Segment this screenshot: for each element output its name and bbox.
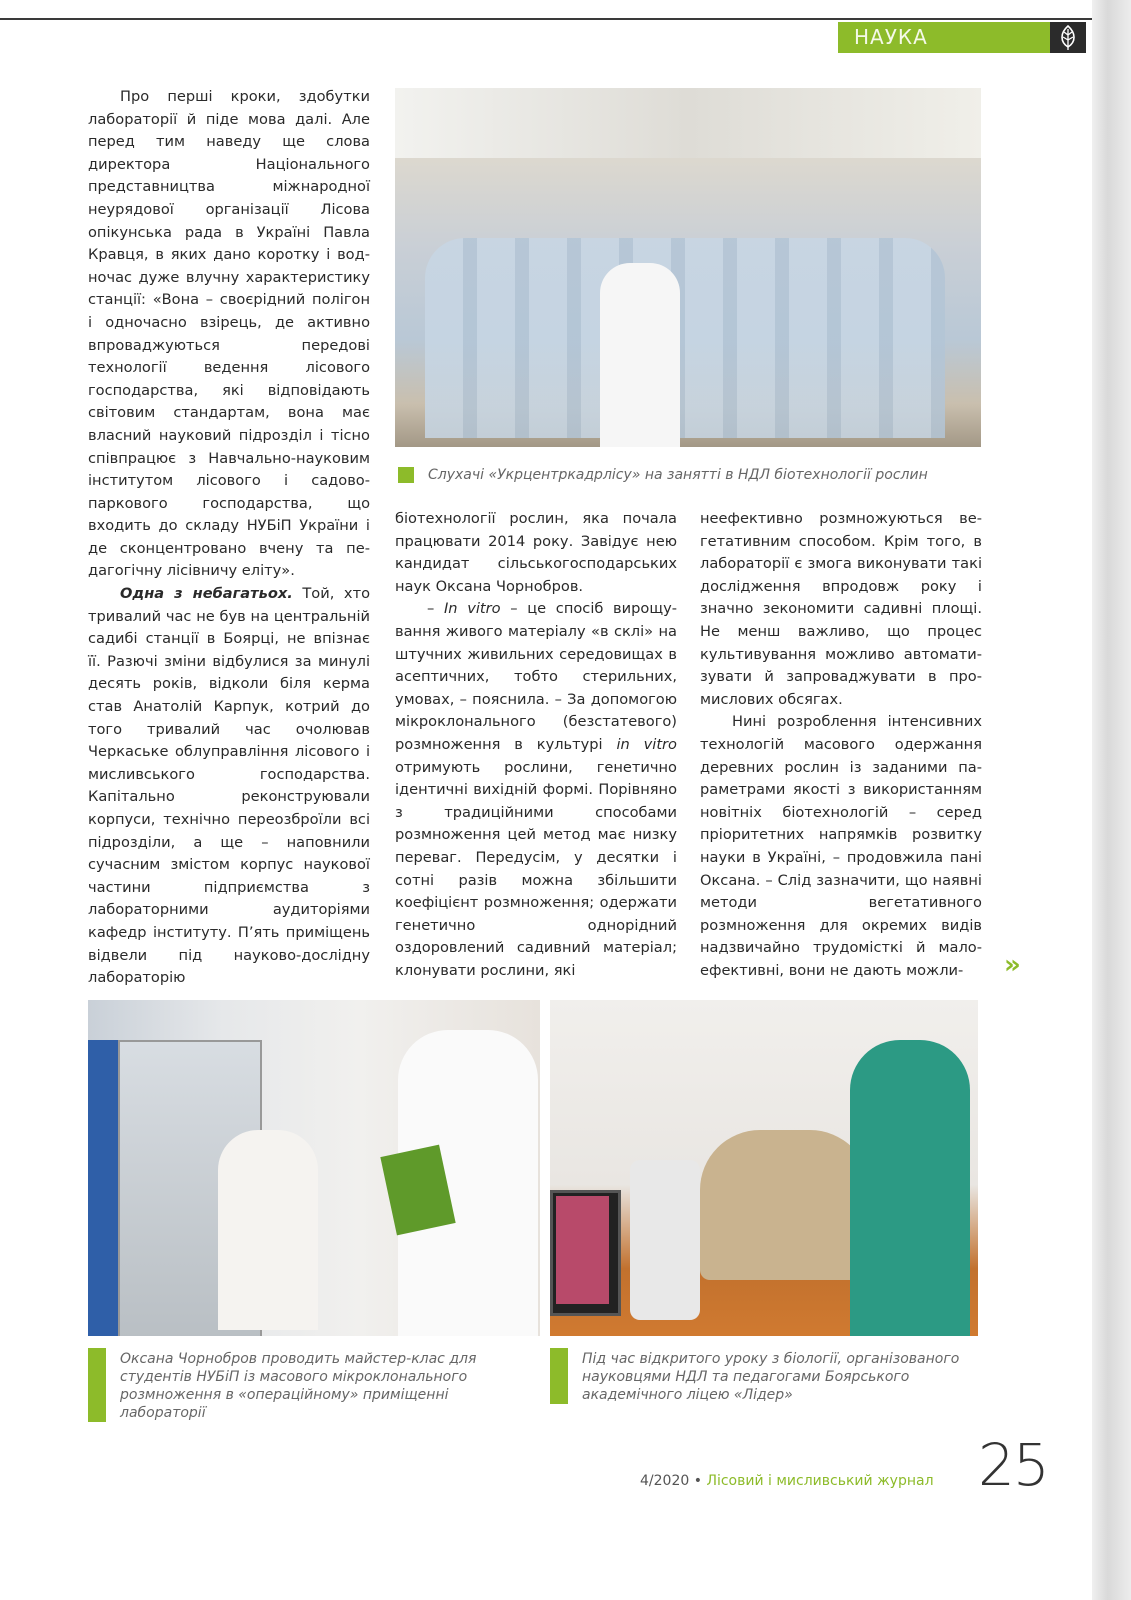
- page-number: 25: [978, 1431, 1048, 1499]
- photo-laminar-hood: [88, 1000, 540, 1336]
- italic-term: in vitro: [616, 735, 677, 753]
- paragraph: Про перші кроки, здобутки лабораторії й піде мова далі. Але перед тим наведу ще слова директора Національного представництва міжнародної неурядової організації Лісова опікунська рада в Україні Павла Кравця, в яких дано коротку і водночас дуже влучну характеристику станції: «Вона – своєрідний полігон і одночасно взірець, де активно впроваджуються передові технології ведення лісового господарства, які відповідають світовим стандартам, вона має власний науковий підрозділ і тісно співпрацює з Навчально-науковим інститутом лісового і садово-паркового господарства, що входить до складу НУБіП України і де сконцентровано вчену та педагогічну лісівничу еліту».: [88, 88, 370, 580]
- caption-marker: [550, 1348, 568, 1404]
- subheading: Одна з небагатьох.: [120, 585, 293, 603]
- top-photo-caption: Слухачі «Укрцентркадрлісу» на занятті в НДЛ біотехнології рослин: [428, 467, 928, 483]
- paragraph-text: Той, хто тривалий час не був на центральній садибі станції в Боярці, не впізнає її. Разючі зміни відбулися за минулі десять років, відколи біля керма став Анатолій Карпук, котрий до того тривалий час очолював Черкаське облуправління лісового і мисливського господарства. Капітально реконструювали корпуси, технічно переозброїли всі підрозділи, а ще – наповнили сучасним змістом корпус наукової частини підприємства з лабораторними аудиторіями кафедр інституту. П’ять приміщень відвели під науково-дослідну лабораторію: [88, 585, 370, 987]
- paragraph: біотехнології рослин, яка почала працювати 2014 року. Завідує нею кандидат сільськогосподарських наук Оксана Чорнобров.: [395, 510, 677, 595]
- italic-term: In vitro: [443, 600, 501, 618]
- paragraph-text: – це спосіб вирощування живого матеріалу «в склі» на штучних живильних середовищах в асептичних, тобто стерильних, умовах, – пояснила. – За допомогою мікроклонального (безстатевого) розмноження в культурі: [395, 600, 677, 753]
- journal-name: Лісовий і мисливський журнал: [706, 1473, 934, 1489]
- group-photo-lab: [395, 88, 981, 447]
- paragraph-text: отримують рослини, генетично ідентичні вихідній формі. Порівняно з традиційними способами розмноження цей метод має низку переваг. Передусім, у десятки і сотні разів можна збільшити коефіцієнт розмноження; одержати генетично однорідний оздоровлений садивний матеріал; клонувати рослини, які: [395, 758, 677, 979]
- paragraph: [88, 583, 370, 990]
- caption-marker: [398, 467, 414, 483]
- text-column-right: [700, 508, 982, 982]
- section-tag: НАУКА: [838, 22, 1050, 53]
- issue-number: 4/2020: [640, 1473, 690, 1489]
- caption-marker: [88, 1348, 106, 1422]
- bottom-left-caption: Оксана Чорнобров проводить майстер-клас для студентів НУБіП із масового мікроклонального розмноження в «операційному» приміщенні лабораторії: [120, 1351, 477, 1421]
- top-rule: [0, 18, 1092, 20]
- leaf-icon: [1050, 22, 1086, 53]
- separator: •: [693, 1473, 702, 1489]
- footer-issue: [640, 1473, 934, 1489]
- continue-arrow: »: [1004, 950, 1021, 980]
- paragraph-text: –: [427, 600, 444, 618]
- bottom-right-caption: Під час відкритого уроку з біології, організованого науковцями НДЛ та педагогами Боярського академічного ліцею «Лідер»: [582, 1351, 960, 1403]
- text-column-left: [88, 86, 370, 990]
- photo-microscope: [550, 1000, 978, 1336]
- paragraph: неефективно розмножуються вегетативним способом. Крім того, в лабораторії є змога виконувати такі дослідження впродовж року і значно зекономити садивні площі. Не менш важливо, що процес культивування можливо автоматизувати й запроваджувати в промислових обсягах.: [700, 510, 982, 708]
- scan-edge: [1092, 0, 1131, 1600]
- text-column-middle: [395, 508, 677, 982]
- paragraph: [395, 598, 677, 982]
- paragraph: Нині розроблення інтенсивних технологій масового одержання деревних рослин із заданими параметрами якості з використанням новітніх біотехнологій – серед пріоритетних напрямків розвитку науки в Україні, – продовжила пані Оксана. – Слід зазначити, що наявні методи вегетативного розмноження для окремих видів надзвичайно трудомісткі й малоефективні, вони не дають можли-: [700, 713, 982, 979]
